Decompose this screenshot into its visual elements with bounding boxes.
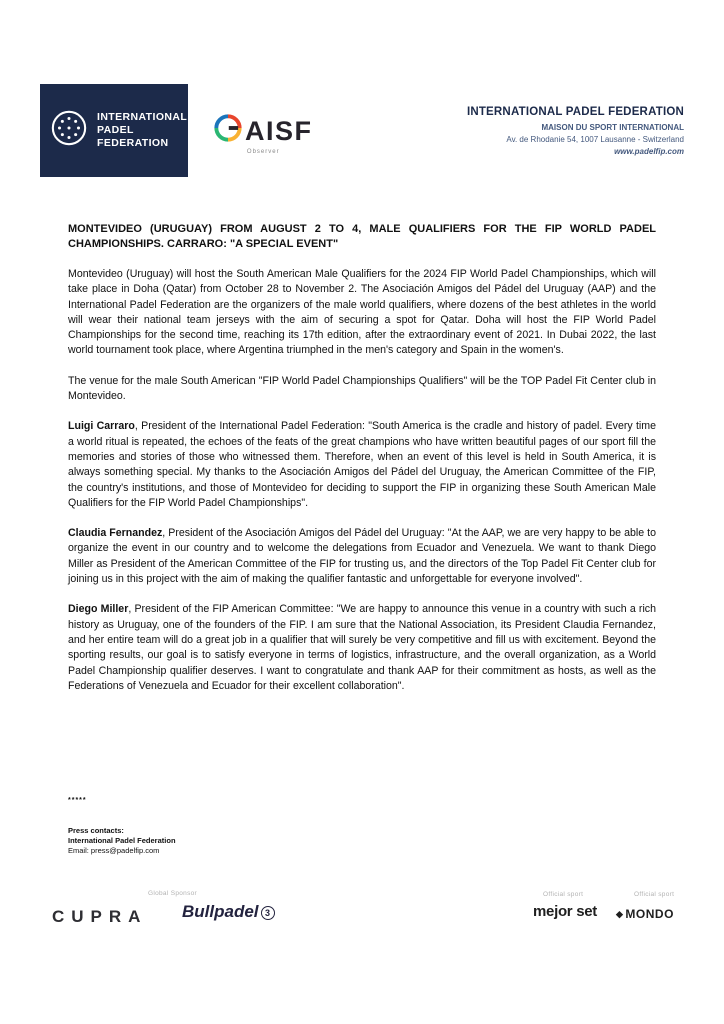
paragraph: Luigi Carraro, President of the International Padel Federation: "South America is the cradle and history of padel. Every time a world ritual is repeated, the echoes of the feats of the great champions who have written beautiful pages of our sport fill the memories and stories of those who witnessed them. Therefore, when an event of this level is held in South America, it is always something special. My thanks to the Asociación Amigos del Pádel del Uruguay, the American Committee of the FIP, the country's institutions, and those of Montevideo for deciding to support the FIP in organizing these South American Male Qualifiers for the FIP World Padel Championships". — [68, 420, 656, 509]
gaisf-subtext: Observer — [246, 149, 280, 155]
ipf-logo-line2: PADEL — [97, 124, 134, 136]
mejorset-logo: mejor set — [533, 903, 597, 920]
official-sport-label-2: Official sport — [634, 891, 675, 898]
global-sponsor-label: Global Sponsor — [148, 890, 198, 897]
press-contacts-label: Press contacts: — [68, 826, 124, 835]
article-paragraphs — [68, 267, 656, 694]
header-maison: MAISON DU SPORT INTERNATIONAL — [541, 123, 684, 132]
gaisf-wordmark: AISF — [245, 115, 313, 146]
mondo-wordmark: MONDO — [625, 907, 674, 921]
gaisf-logo — [214, 114, 313, 155]
paragraph: The venue for the male South American "FIP World Padel Championships Qualifiers" will be the TOP Padel Fit Center club in Montevideo. — [68, 374, 656, 403]
article-title: MONTEVIDEO (URUGUAY) FROM AUGUST 2 TO 4, MALE QUALIFIERS FOR THE FIP WORLD PADEL CHAMPIONSHIPS. CARRARO: "A SPECIAL EVENT" — [68, 223, 656, 250]
header-org-name: INTERNATIONAL PADEL FEDERATION — [466, 106, 684, 118]
press-contacts-email: Email: press@padelfip.com — [68, 846, 160, 855]
header-contact-block — [467, 106, 684, 156]
paragraph: Diego Miller, President of the FIP American Committee: "We are happy to announce this venue in a country with such a rich history as Uruguay, one of the founders of the FIP. I am sure that the National Association, its President Claudia Fernandez, and her entire team will do a great job in a qualifier that will surely be very competitive and fill us with excitement. Beyond the sporting results, our goal is to satisfy everyone in terms of logistics, infrastructure, and the overall organization, as a World Padel Championship qualifier deserves. I want to congratulate and thank AAP for their commitment as hosts, as well as the Federations of Venezuela and Ecuador for their excellent collaboration". — [68, 603, 656, 692]
paragraph: Claudia Fernandez, President of the Asociación Amigos del Pádel del Uruguay: "At the AAP, we are very happy to be able to organize the event in our country and to welcome the delegations from Ecuador and Venezuela. We want to thank Diego Miller as President of the American Committee of the FIP for trusting us, and the directors of the Top Padel Fit Center club for joining us in this project with the aim of making the qualifier fantastic and unforgettable for everyone involved". — [68, 527, 657, 586]
separator-stars: ***** — [68, 797, 87, 804]
ipf-logo-icon — [50, 109, 88, 152]
cupra-logo: CUPRA — [52, 907, 148, 926]
mondo-logo — [616, 907, 674, 921]
ipf-logo — [40, 84, 188, 177]
mondo-diamond-icon: ◆ — [616, 909, 624, 919]
ipf-logo-line3: FEDERATION — [97, 137, 169, 149]
article-body — [68, 222, 656, 709]
ipf-logo-line1: INTERNATIONAL — [97, 111, 188, 123]
sponsor-footer — [0, 880, 724, 950]
header-website: www.padelfip.com — [614, 147, 684, 156]
ipf-logo-text — [97, 111, 187, 150]
bullpadel-wordmark: Bullpadel — [182, 902, 259, 921]
gaisf-g-icon — [214, 114, 242, 147]
press-contacts-org: International Padel Federation — [68, 836, 176, 845]
paragraph: Montevideo (Uruguay) will host the South American Male Qualifiers for the 2024 FIP World Padel Championships, which will take place in Doha (Qatar) from October 28 to November 2. The Asociación Amigos del Pádel del Uruguay (AAP) and the International Padel Federation are the organizers of the male world qualifiers, where dozens of the best athletes in the world will wear their national team jerseys with the aim of securing a spot for Qatar. Doha will host the FIP World Padel Championships for the second time, reaching its 17th edition, after the extraordinary event of 2021. In Dubai 2022, the last world tournament took place, where Argentina triumphed in the men's category and Spain in the women's. — [68, 268, 656, 357]
header-address: Av. de Rhodanie 54, 1007 Lausanne - Switzerland — [506, 135, 684, 144]
bullpadel-logo — [182, 902, 275, 922]
press-contacts-block — [68, 796, 176, 856]
bullpadel-3-mark: 3 — [261, 906, 275, 920]
official-sport-label-1: Official sport — [543, 891, 584, 898]
